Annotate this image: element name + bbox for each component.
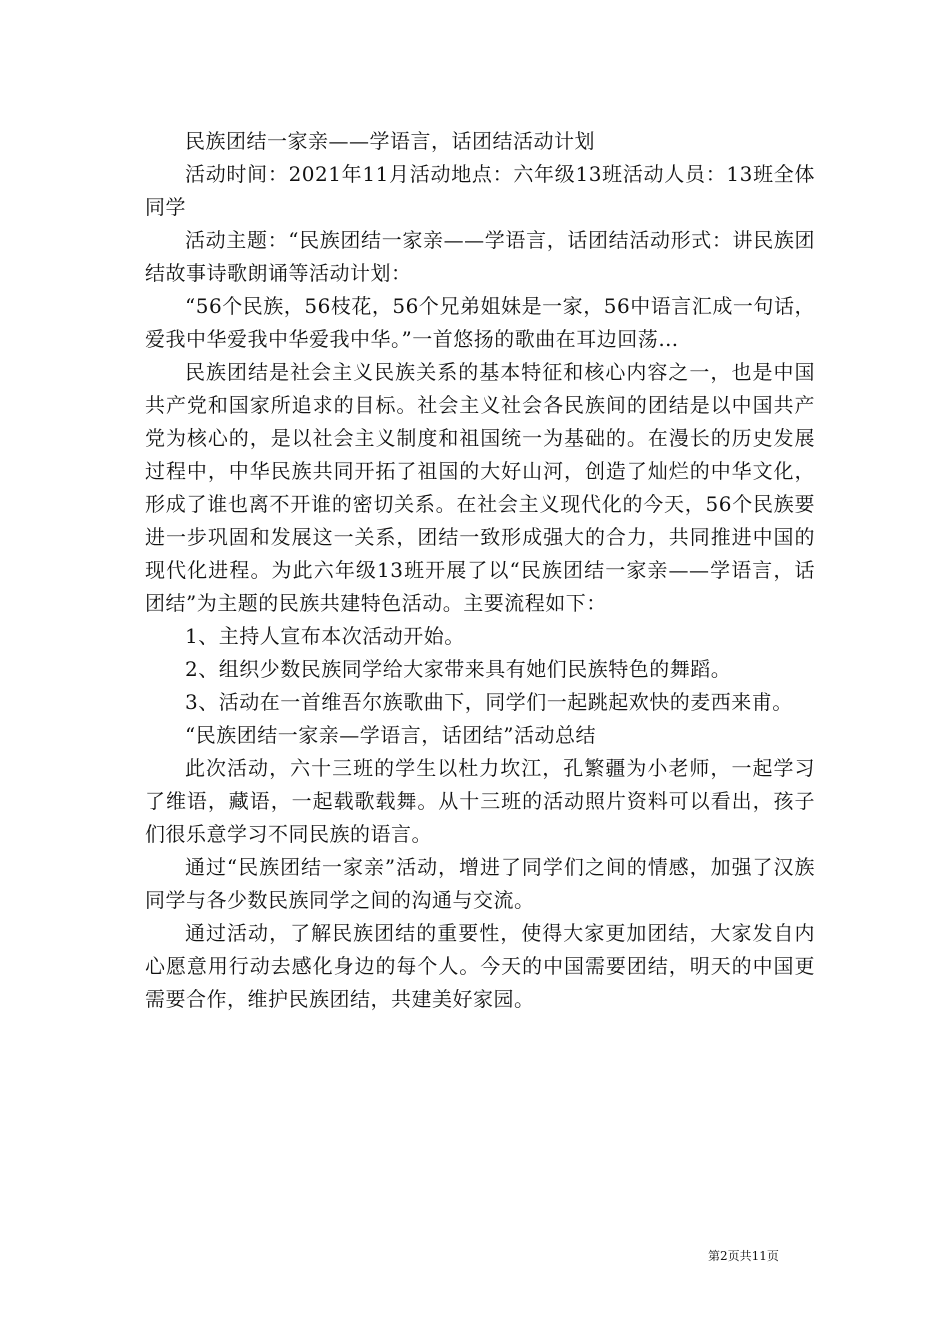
summary-paragraph-3: 通过活动，了解民族团结的重要性，使得大家更加团结，大家发自内心愿意用行动去感化身边的每个人。今天的中国需要团结，明天的中国更需要合作，维护民族团结，共建美好家园。 <box>145 921 815 1011</box>
page-number: 第2页共11页 <box>708 1249 779 1263</box>
summary-title: “民族团结一家亲—学语言，话团结”活动总结 <box>185 723 596 747</box>
paragraph-time-place: 活动时间：2021年11月活动地点：六年级13班活动人员：13班全体同学 <box>145 162 815 219</box>
list-item-step-1: 1、主持人宣布本次活动开始。 <box>185 624 465 648</box>
document-body <box>145 125 815 1016</box>
document-title: 民族团结一家亲——学语言，话团结活动计划 <box>185 129 595 153</box>
list-item-step-3: 3、活动在一首维吾尔族歌曲下，同学们一起跳起欢快的麦西来甫。 <box>185 690 793 714</box>
summary-paragraph-1: 此次活动，六十三班的学生以杜力坎江，孔繁疆为小老师，一起学习了维语，藏语，一起载歌载舞。从十三班的活动照片资料可以看出，孩子们很乐意学习不同民族的语言。 <box>145 756 815 846</box>
summary-paragraph-2: 通过“民族团结一家亲”活动，增进了同学们之间的情感，加强了汉族同学与各少数民族同学之间的沟通与交流。 <box>145 855 815 912</box>
list-item-step-2: 2、组织少数民族同学给大家带来具有她们民族特色的舞蹈。 <box>185 657 732 681</box>
paragraph-theme: 活动主题：“民族团结一家亲——学语言，话团结活动形式：讲民族团结故事诗歌朗诵等活动计划： <box>145 228 815 285</box>
paragraph-song: “56个民族，56枝花，56个兄弟姐妹是一家，56中语言汇成一句话，爱我中华爱我中华爱我中华。”一首悠扬的歌曲在耳边回荡… <box>145 294 815 351</box>
paragraph-unity: 民族团结是社会主义民族关系的基本特征和核心内容之一，也是中国共产党和国家所追求的目标。社会主义社会各民族间的团结是以中国共产党为核心的，是以社会主义制度和祖国统一为基础的。在漫长的历史发展过程中，中华民族共同开拓了祖国的大好山河，创造了灿烂的中华文化，形成了谁也离不开谁的密切关系。在社会主义现代化的今天，56个民族要进一步巩固和发展这一关系，团结一致形成强大的合力，共同推进中国的现代化进程。为此六年级13班开展了以“民族团结一家亲——学语言，话团结”为主题的民族共建特色活动。主要流程如下： <box>145 360 815 615</box>
